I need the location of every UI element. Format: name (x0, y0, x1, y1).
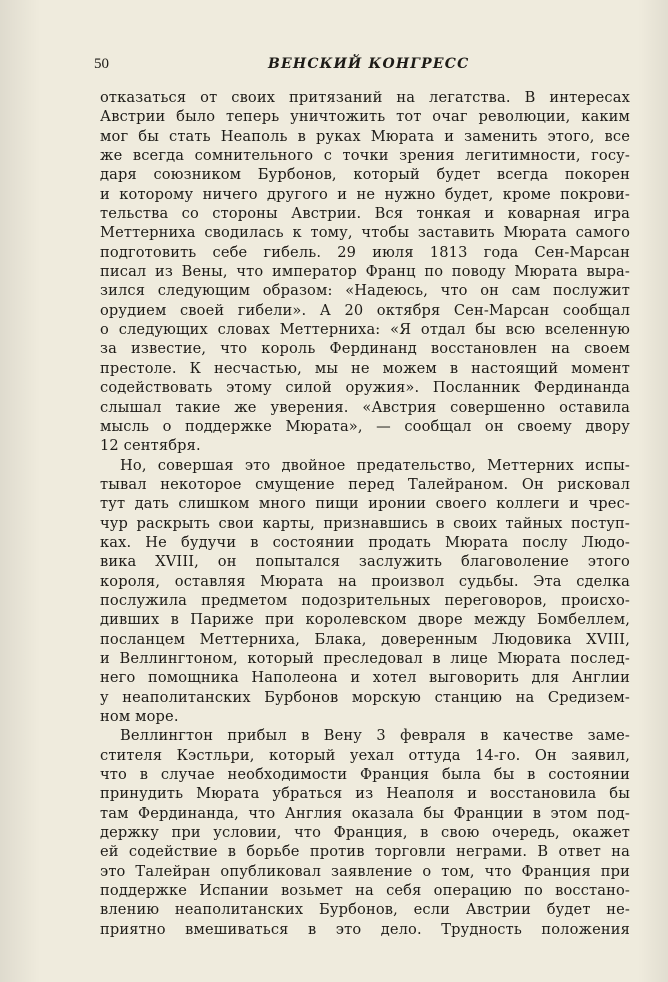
text-line: отказаться от своих притязаний на легатства. В интересах (100, 89, 630, 106)
text-line: чур раскрыть свои карты, признавшись в своих тайных поступ- (100, 514, 630, 532)
page-shadow-right (638, 0, 668, 982)
text-line: там Фердинанда, что Англия оказала бы Франции в этом под- (100, 804, 630, 822)
text-line: мог бы стать Неаполь в руках Мюрата и заменить этого, все (100, 127, 630, 145)
text-line: поддержке Испании возьмет на себя операцию по восстано- (100, 882, 630, 900)
text-line: же всегда сомнительного с точки зрения легитимности, госу- (100, 147, 630, 165)
text-line: у неаполитанских Бурбонов морскую станцию на Средизем- (100, 688, 630, 706)
text-line: стителя Кэстльри, который уехал оттуда 14-го. Он заявил, (100, 746, 630, 764)
text-line: это Талейран опубликовал заявление о том, что Франция при (100, 862, 630, 880)
text-line: ном море. (100, 708, 179, 725)
text-line: и которому ничего другого и не нужно будет, кроме покрови- (100, 185, 630, 203)
text-line: посланцем Меттерниха, Блака, доверенным Людовика XVIII, (100, 630, 630, 648)
text-line: ей содействие в борьбе против торговли неграми. В ответ на (100, 843, 630, 861)
text-line: тывал некоторое смущение перед Талейраном. Он рисковал (100, 475, 630, 493)
text-line: тут дать слишком много пищи иронии своего коллеги и чрес- (100, 495, 630, 513)
text-line: содействовать этому силой оружия». Посланник Фердинанда (100, 379, 630, 397)
text-line: короля, оставляя Мюрата на произвол судьбы. Эта сделка (100, 572, 630, 590)
text-line: зился следующим образом: «Надеюсь, что он сам послужит (100, 282, 630, 300)
text-line: послужила предметом подозрительных переговоров, происхо- (100, 591, 630, 609)
text-line: 12 сентября. (100, 437, 201, 455)
text-line: Меттерниха сводилась к тому, чтобы заставить Мюрата самого (100, 224, 630, 242)
text-line: вика XVIII, он попытался заслужить благоволение этого (100, 553, 630, 571)
running-title: ВЕНСКИЙ КОНГРЕСС (268, 56, 470, 72)
text-line: него помощника Наполеона и хотел выговорить для Англии (100, 669, 630, 687)
text-line: мысль о поддержке Мюрата», — сообщал он своему двору (100, 417, 630, 435)
text-line: за известие, что король Фердинанд восстановлен на своем (100, 340, 630, 358)
running-head (94, 56, 624, 76)
text-line: ках. Не будучи в состоянии продать Мюрата послу Людо- (100, 533, 630, 551)
text-line: приятно вмешиваться в это дело. Трудность положения (100, 920, 630, 938)
text-line: слышал такие же уверения. «Австрия совершенно оставила (100, 398, 630, 416)
text-line: писал из Вены, что император Франц по поводу Мюрата выра- (100, 263, 630, 281)
text-line: что в случае необходимости Франция была бы в состоянии (100, 766, 630, 784)
text-line: орудием своей гибели». А 20 октября Сен-Марсан сообщал (100, 301, 630, 319)
body-text (100, 88, 630, 939)
text-line: и Веллингтоном, который преследовал в лице Мюрата послед- (100, 649, 630, 667)
text-line: влению неаполитанских Бурбонов, если Австрии будет не- (100, 901, 630, 919)
text-line: о следующих словах Меттерниха: «Я отдал бы всю вселенную (100, 321, 630, 339)
page-number: 50 (94, 56, 109, 72)
text-line: дивших в Париже при королевском дворе между Бомбеллем, (100, 611, 630, 629)
text-line: Австрии было теперь уничтожить тот очаг революции, каким (100, 108, 630, 126)
text-line: держку при условии, что Франция, в свою очередь, окажет (100, 824, 630, 842)
page-shadow-left (0, 0, 40, 982)
text-line: тельства со стороны Австрии. Вся тонкая и коварная игра (100, 205, 630, 223)
text-line: Но, совершая это двойное предательство, Меттерних испы- (120, 456, 630, 474)
text-line: престоле. К несчастью, мы не можем в настоящий момент (100, 359, 630, 377)
text-line: принудить Мюрата убраться из Неаполя и восстановила бы (100, 785, 630, 803)
text-line: Веллингтон прибыл в Вену 3 февраля в качестве заме- (120, 727, 630, 745)
text-line: даря союзником Бурбонов, который будет всегда покорен (100, 166, 630, 184)
text-line: подготовить себе гибель. 29 июля 1813 года Сен-Марсан (100, 243, 630, 261)
